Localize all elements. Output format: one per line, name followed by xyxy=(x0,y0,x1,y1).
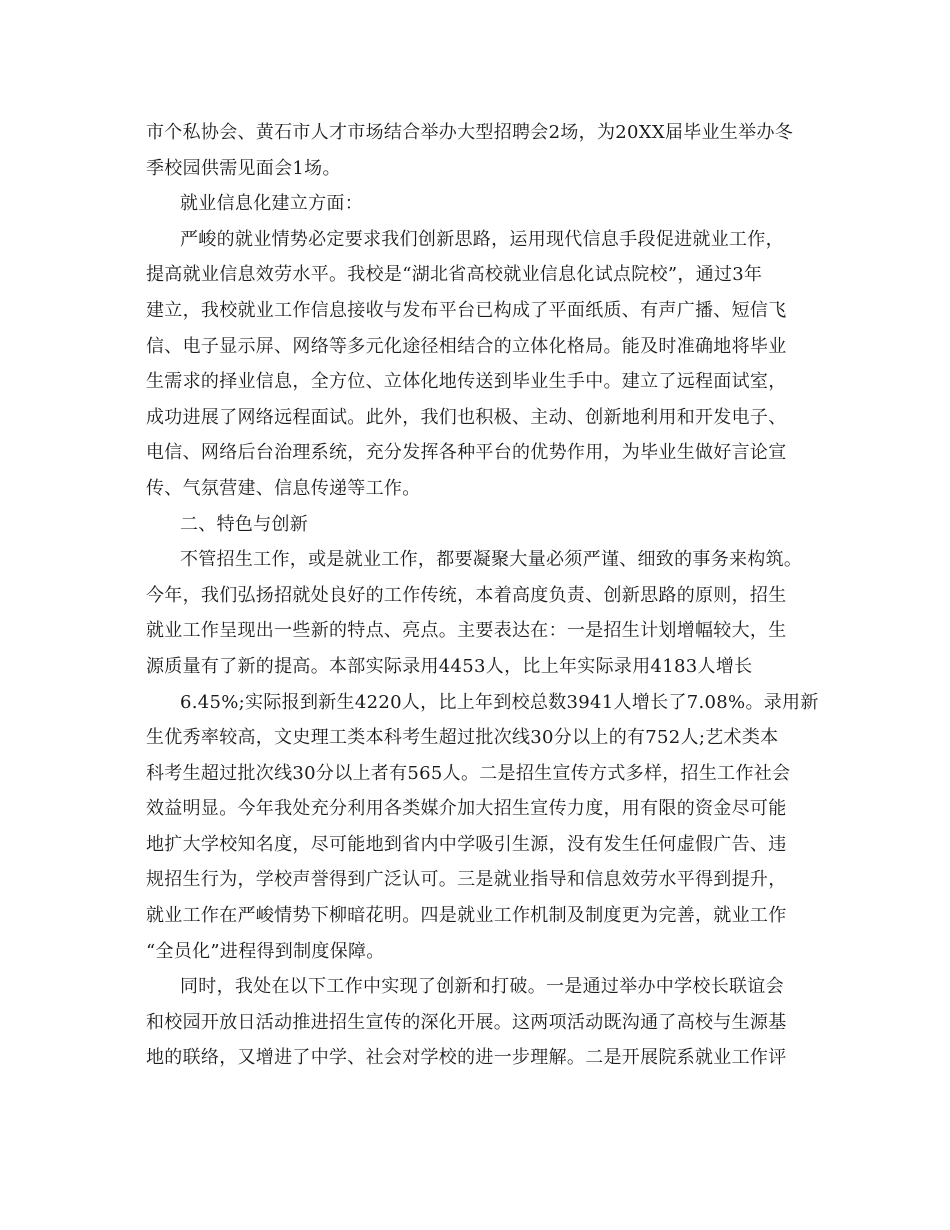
text-line: 就业工作在严峻情势下柳暗花明。四是就业工作机制及制度更为完善，就业工作 xyxy=(146,905,787,927)
text-line: 地的联络，又增进了中学、社会对学校的进一步理解。二是开展院系就业工作评 xyxy=(146,1047,787,1069)
text-line: 传、气氛营建、信息传递等工作。 xyxy=(146,477,421,499)
text-line: 6.45%;实际报到新生4220人，比上年到校总数3941人增长了7.08%。录用新 xyxy=(180,691,819,713)
text-line: 科考生超过批次线30分以上者有565人。二是招生宣传方式多样，招生工作社会 xyxy=(146,762,791,784)
text-line: 同时，我处在以下工作中实现了创新和打破。一是通过举办中学校长联谊会 xyxy=(180,976,784,998)
text-line: 提高就业信息效劳水平。我校是“湖北省高校就业信息化试点院校”，通过3年 xyxy=(146,264,763,286)
text-line: 电信、网络后台治理系统，充分发挥各种平台的优势作用，为毕业生做好言论宣 xyxy=(146,442,787,464)
text-line: 生优秀率较高，文史理工类本科考生超过批次线30分以上的有752人;艺术类本 xyxy=(146,727,779,749)
text-line: 信、电子显示屏、网络等多元化途径相结合的立体化格局。能及时准确地将毕业 xyxy=(146,335,787,357)
text-line: 和校园开放日活动推进招生宣传的深化开展。这两项活动既沟通了高校与生源基 xyxy=(146,1011,787,1033)
text-line: 市个私协会、黄石市人才市场结合举办大型招聘会2场，为20XX届毕业生举办冬 xyxy=(146,122,794,143)
text-line: 成功进展了网络远程面试。此外，我们也积极、主动、创新地利用和开发电子、 xyxy=(146,406,787,428)
text-line: 源质量有了新的提高。本部实际录用4453人，比上年实际录用4183人增长 xyxy=(146,655,753,677)
text-line: 建立，我校就业工作信息接收与发布平台已构成了平面纸质、有声广播、短信飞 xyxy=(146,299,787,321)
text-line: 生需求的择业信息，全方位、立体化地传送到毕业生手中。建立了远程面试室， xyxy=(146,371,787,393)
text-line: “全员化”进程得到制度保障。 xyxy=(146,940,385,962)
text-line: 二、特色与创新 xyxy=(180,513,309,535)
text-line: 就业工作呈现出一些新的特点、亮点。主要表达在：一是招生计划增幅较大，生 xyxy=(146,620,787,642)
document-body xyxy=(146,115,819,1076)
text-line: 规招生行为，学校声誉得到广泛认可。三是就业指导和信息效劳水平得到提升， xyxy=(146,869,787,891)
text-line: 不管招生工作，或是就业工作，都要凝聚大量必须严谨、细致的事务来构筑。 xyxy=(180,549,803,571)
text-line: 今年，我们弘扬招就处良好的工作传统，本着高度负责、创新思路的原则，招生 xyxy=(146,584,787,606)
text-line: 严峻的就业情势必定要求我们创新思路，运用现代信息手段促进就业工作， xyxy=(180,228,784,250)
text-line: 地扩大学校知名度，尽可能地到省内中学吸引生源，没有发生任何虚假广告、违 xyxy=(146,833,787,855)
text-line: 效益明显。今年我处充分利用各类媒介加大招生宣传力度，用有限的资金尽可能 xyxy=(146,798,787,820)
text-line: 季校园供需见面会1场。 xyxy=(146,157,341,179)
text-line: 就业信息化建立方面： xyxy=(180,193,363,215)
